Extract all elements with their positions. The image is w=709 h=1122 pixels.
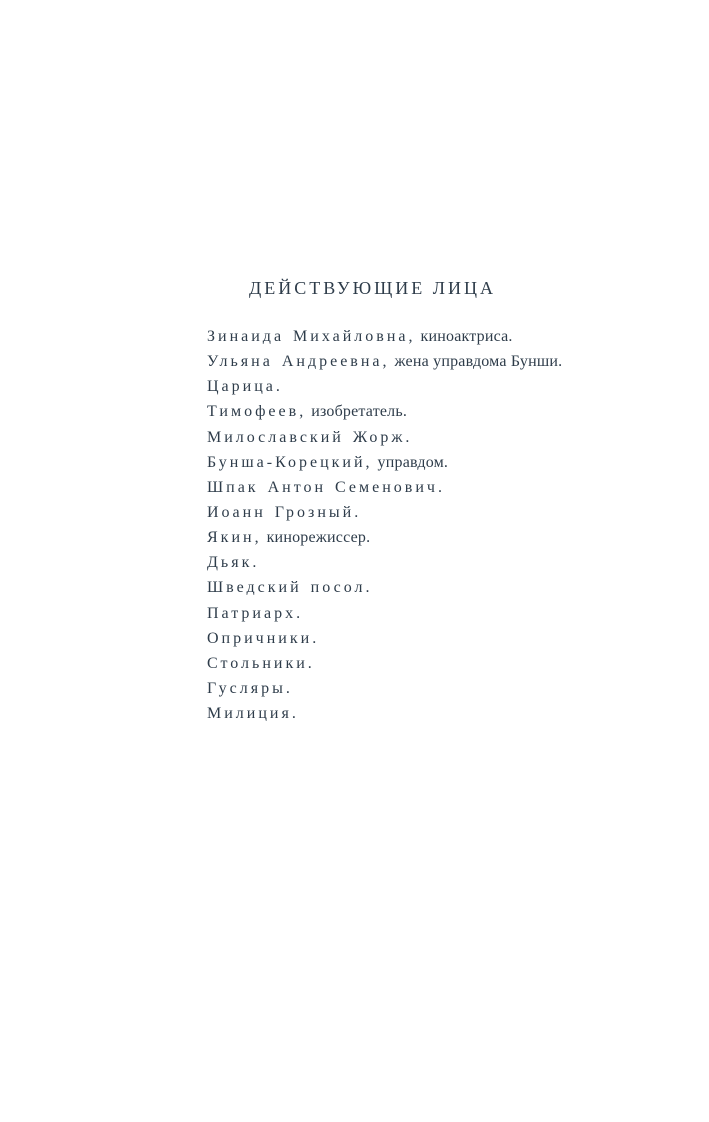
cast-list-item xyxy=(207,425,687,450)
cast-list-item xyxy=(207,676,687,701)
cast-list-item xyxy=(207,399,687,424)
character-name: Иоанн Грозный. xyxy=(207,503,362,521)
cast-list-item xyxy=(207,500,687,525)
cast-list-item xyxy=(207,550,687,575)
character-name: Милиция. xyxy=(207,705,299,723)
cast-list-item xyxy=(207,374,687,399)
character-name: Якин, xyxy=(207,529,262,547)
character-description: жена управдома Бунши. xyxy=(394,353,563,371)
cast-list-item xyxy=(207,349,687,374)
character-name: Стольники. xyxy=(207,654,315,672)
character-name: Гусляры. xyxy=(207,679,293,697)
cast-list xyxy=(207,324,687,726)
character-description: кинорежиссер. xyxy=(266,529,371,547)
cast-list-item xyxy=(207,601,687,626)
character-name: Шведский посол. xyxy=(207,579,373,597)
cast-list-item xyxy=(207,575,687,600)
character-name: Шпак Антон Семенович. xyxy=(207,478,445,496)
character-name: Царица. xyxy=(207,378,283,396)
cast-list-item xyxy=(207,701,687,726)
cast-list-item xyxy=(207,651,687,676)
character-name: Тимофеев, xyxy=(207,403,307,421)
cast-list-item xyxy=(207,475,687,500)
character-name: Ульяна Андреевна, xyxy=(207,353,390,371)
cast-list-item xyxy=(207,626,687,651)
character-description: управдом. xyxy=(377,453,449,471)
character-description: изобретатель. xyxy=(311,403,408,421)
cast-list-item xyxy=(207,324,687,349)
cast-list-item xyxy=(207,450,687,475)
character-name: Милославский Жорж. xyxy=(207,428,413,446)
character-name: Опричники. xyxy=(207,629,320,647)
character-name: Патриарх. xyxy=(207,604,304,622)
character-name: Дьяк. xyxy=(207,554,260,572)
character-description: киноактриса. xyxy=(420,328,513,345)
character-name: Зинаида Михайловна, xyxy=(207,328,416,345)
character-name: Бунша-Корецкий, xyxy=(207,453,373,471)
cast-list-item xyxy=(207,525,687,550)
page-title: ДЕЙСТВУЮЩИЕ ЛИЦА xyxy=(249,278,496,298)
